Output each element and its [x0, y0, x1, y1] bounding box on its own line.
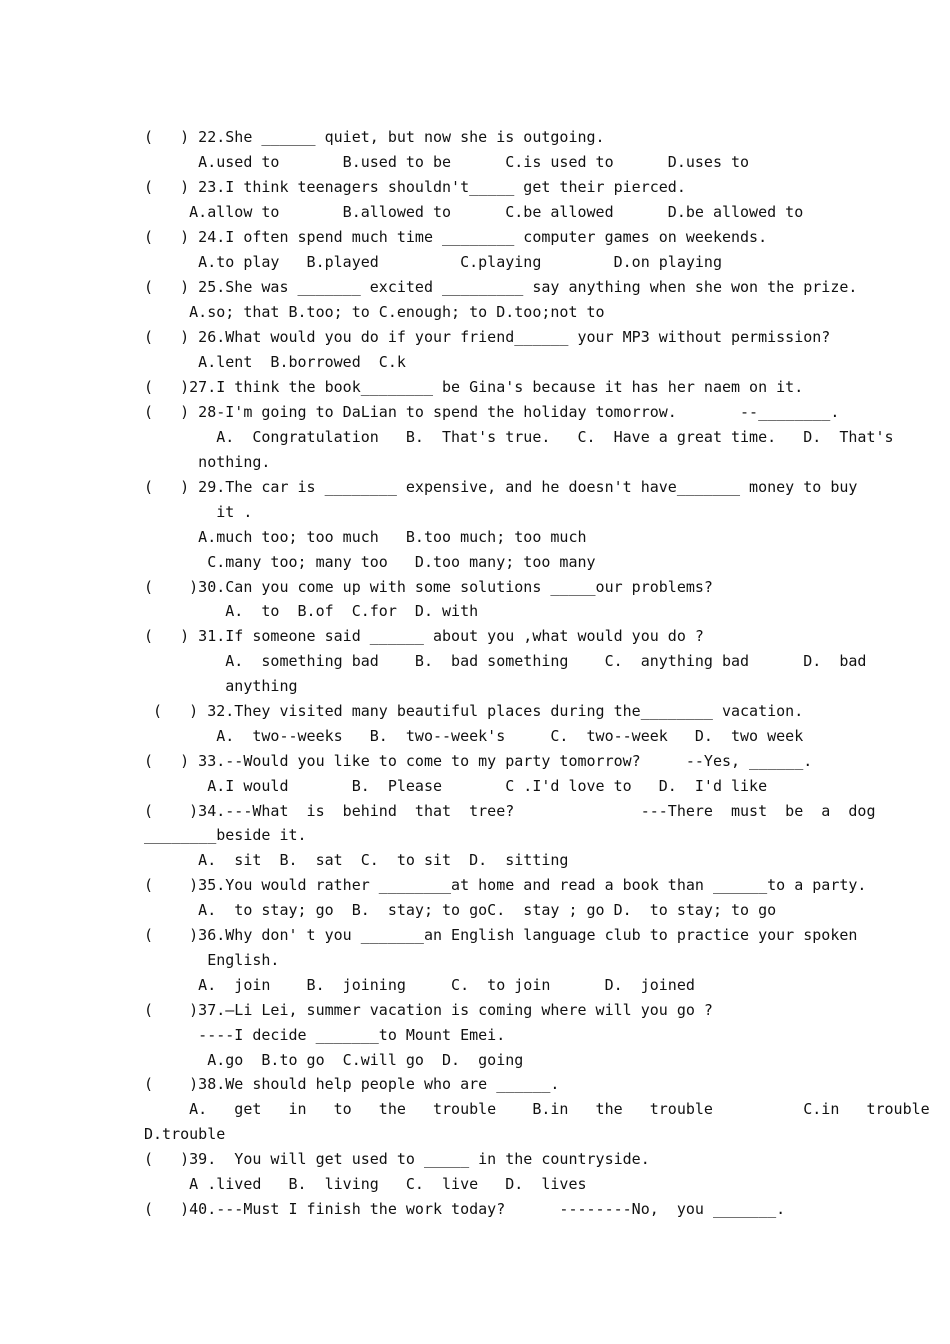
question-38-options: A. get in to the trouble B.in the trouble C.in trouble [144, 1100, 930, 1118]
question-35: ( )35.You would rather ________at home and read a book than ______to a party. [144, 876, 867, 894]
question-33: ( ) 33.--Would you like to come to my party tomorrow? --Yes, ______. [144, 752, 813, 770]
question-27: ( )27.I think the book________ be Gina's because it has her naem on it. [144, 378, 804, 396]
question-39: ( )39. You will get used to _____ in the countryside. [144, 1150, 650, 1168]
question-25: ( ) 25.She was _______ excited _________ say anything when she won the prize. [144, 278, 858, 296]
question-38-options-cont: D.trouble [144, 1125, 226, 1143]
question-30-options: A. to B.of C.for D. with [144, 602, 479, 620]
question-31-options-cont: anything [144, 677, 298, 695]
question-31: ( ) 31.If someone said ______ about you ,what would you do ? [144, 627, 704, 645]
question-28: ( ) 28-I'm going to DaLian to spend the holiday tomorrow. --________. [144, 403, 840, 421]
question-37: ( )37.—Li Lei, summer vacation is coming where will you go ? [144, 1001, 713, 1019]
question-22: ( ) 22.She ______ quiet, but now she is outgoing. [144, 128, 605, 146]
question-29: ( ) 29.The car is ________ expensive, and he doesn't have_______ money to buy [144, 478, 858, 496]
question-32-options: A. two--weeks B. two--week's C. two--week D. two week [144, 727, 804, 745]
question-26-options: A.lent B.borrowed C.k [144, 353, 406, 371]
question-36: ( )36.Why don' t you _______an English language club to practice your spoken [144, 926, 858, 944]
question-36-cont: English. [144, 951, 280, 969]
question-24: ( ) 24.I often spend much time ________ computer games on weekends. [144, 228, 768, 246]
question-26: ( ) 26.What would you do if your friend______ your MP3 without permission? [144, 328, 831, 346]
question-30: ( )30.Can you come up with some solutions _____our problems? [144, 578, 713, 596]
question-29-options-a-b: A.much too; too much B.too much; too much [144, 528, 587, 546]
question-39-options: A .lived B. living C. live D. lives [144, 1175, 587, 1193]
question-40: ( )40.---Must I finish the work today? --------No, you _______. [144, 1200, 786, 1218]
question-23-options: A.allow to B.allowed to C.be allowed D.be allowed to [144, 203, 804, 221]
question-37-cont: ----I decide _______to Mount Emei. [144, 1026, 506, 1044]
question-29-cont: it . [144, 503, 253, 521]
question-22-options: A.used to B.used to be C.is used to D.uses to [144, 153, 750, 171]
question-24-options: A.to play B.played C.playing D.on playing [144, 253, 722, 271]
question-36-options: A. join B. joining C. to join D. joined [144, 976, 695, 994]
question-34-cont: ________beside it. [144, 826, 307, 844]
question-34: ( )34.---What is behind that tree? ---There must be a dog [144, 802, 876, 820]
question-33-options: A.I would B. Please C .I'd love to D. I'd like [144, 777, 768, 795]
question-29-options-c-d: C.many too; many too D.too many; too many [144, 553, 596, 571]
question-23: ( ) 23.I think teenagers shouldn't_____ get their pierced. [144, 178, 686, 196]
question-37-options: A.go B.to go C.will go D. going [144, 1051, 524, 1069]
question-32: ( ) 32.They visited many beautiful places during the________ vacation. [144, 702, 804, 720]
question-34-options: A. sit B. sat C. to sit D. sitting [144, 851, 569, 869]
question-38: ( )38.We should help people who are ______. [144, 1075, 560, 1093]
question-35-options: A. to stay; go B. stay; to goC. stay ; go D. to stay; to go [144, 901, 777, 919]
question-28-options-cont: nothing. [144, 453, 271, 471]
question-31-options: A. something bad B. bad something C. anything bad D. bad [144, 652, 867, 670]
question-28-options: A. Congratulation B. That's true. C. Have a great time. D. That's [144, 428, 894, 446]
question-25-options: A.so; that B.too; to C.enough; to D.too;not to [144, 303, 605, 321]
